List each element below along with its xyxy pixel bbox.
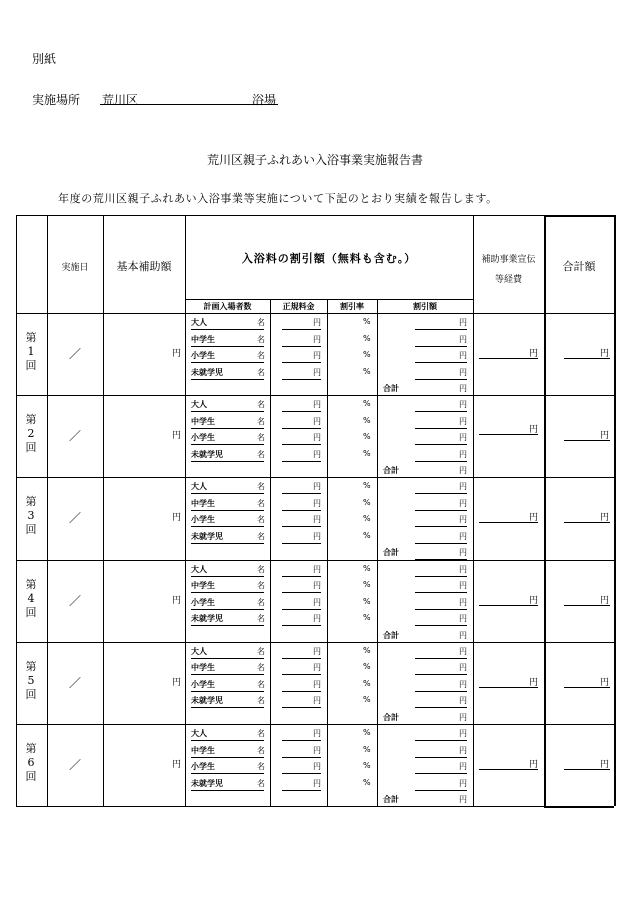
total-underline	[564, 522, 610, 523]
planned-underline	[191, 625, 264, 626]
promo-underline	[479, 434, 538, 435]
sum-label: 合計	[383, 712, 399, 722]
discount-yen: 円	[459, 696, 467, 706]
discount-yen: 円	[459, 351, 467, 360]
planned-underline	[191, 790, 264, 791]
planned-underline	[191, 411, 264, 412]
planned-underline	[191, 428, 264, 429]
category-label: 未就学児	[191, 367, 223, 377]
person-unit: 名	[257, 696, 265, 706]
category-label: 小学生	[191, 762, 215, 771]
fee-yen: 円	[313, 778, 321, 788]
planned-underline	[191, 543, 264, 544]
planned-underline	[191, 592, 264, 593]
discount-underline	[415, 707, 467, 708]
fee-underline	[282, 346, 321, 347]
discount-underline	[415, 329, 467, 330]
header-base-subsidy: 基本補助額	[116, 260, 172, 273]
rate-percent: %	[363, 448, 371, 458]
attachment-label: 別紙	[32, 52, 57, 66]
rate-percent: %	[363, 761, 371, 770]
category-label: 未就学児	[191, 778, 223, 788]
session-label-char: 第	[25, 577, 37, 591]
header-planned: 計画入場者数	[203, 302, 252, 311]
total-left-border	[544, 215, 546, 806]
discount-underline	[415, 757, 467, 758]
fee-yen: 円	[313, 400, 321, 410]
fee-yen: 円	[313, 729, 321, 738]
fee-yen: 円	[313, 482, 321, 492]
person-unit: 名	[257, 581, 265, 591]
discount-yen: 円	[459, 400, 467, 410]
location-ward: 荒川区	[102, 93, 139, 107]
discount-yen: 円	[459, 663, 467, 673]
total-underline	[564, 687, 610, 688]
promo-yen: 円	[529, 425, 539, 436]
category-label: 中学生	[191, 663, 215, 673]
category-label: 中学生	[191, 498, 215, 508]
rate-percent: %	[363, 662, 371, 672]
fee-underline	[282, 510, 321, 511]
col-line-sub-d	[270, 299, 271, 806]
promo-yen: 円	[529, 513, 539, 524]
category-label: 小学生	[191, 351, 215, 360]
category-label: 中学生	[191, 416, 215, 426]
sum-label: 合計	[383, 795, 399, 804]
category-label: 大人	[191, 318, 207, 327]
planned-underline	[191, 658, 264, 659]
person-unit: 名	[257, 762, 265, 771]
table-top-border	[16, 215, 614, 216]
promo-underline	[479, 522, 538, 523]
session-label-char: 第	[25, 495, 37, 509]
fee-underline	[282, 543, 321, 544]
discount-underline	[415, 379, 467, 380]
sum-label: 合計	[383, 548, 399, 558]
discount-underline	[415, 510, 467, 511]
rate-percent: %	[363, 317, 371, 326]
fee-underline	[282, 790, 321, 791]
total-underline	[564, 440, 610, 441]
base-yen: 円	[171, 349, 181, 359]
base-yen: 円	[171, 595, 181, 606]
discount-yen: 円	[459, 778, 467, 788]
person-unit: 名	[257, 745, 265, 755]
discount-yen: 円	[459, 318, 467, 327]
location-label: 実施場所	[32, 93, 81, 107]
planned-underline	[191, 576, 264, 577]
person-unit: 名	[257, 400, 265, 410]
person-unit: 名	[257, 679, 265, 689]
person-unit: 名	[257, 318, 265, 327]
discount-underline	[415, 526, 467, 527]
fee-yen: 円	[313, 531, 321, 541]
promo-yen: 円	[529, 677, 539, 688]
planned-underline	[191, 493, 264, 494]
discount-underline	[415, 346, 467, 347]
category-label: 大人	[191, 729, 207, 738]
total-underline	[564, 605, 610, 606]
person-unit: 名	[257, 778, 265, 788]
discount-yen: 円	[459, 531, 467, 541]
person-unit: 名	[257, 351, 265, 360]
category-label: 小学生	[191, 597, 215, 607]
discount-underline	[415, 625, 467, 626]
planned-underline	[191, 609, 264, 610]
planned-underline	[191, 346, 264, 347]
total-yen: 円	[600, 349, 610, 359]
fee-yen: 円	[313, 762, 321, 771]
total-underline	[564, 358, 610, 359]
promo-underline	[479, 687, 538, 688]
fee-yen: 円	[313, 564, 321, 574]
header-total: 合計額	[562, 260, 596, 273]
session-label-char: 回	[25, 359, 37, 372]
base-yen: 円	[171, 513, 181, 524]
col-line-sub-f	[377, 299, 378, 806]
discount-yen: 円	[459, 449, 467, 459]
base-yen: 円	[171, 677, 181, 688]
planned-underline	[191, 329, 264, 330]
planned-underline	[191, 773, 264, 774]
date-slash: ／	[68, 675, 81, 690]
discount-yen: 円	[459, 433, 467, 443]
discount-underline	[415, 790, 467, 791]
person-unit: 名	[257, 564, 265, 574]
rate-percent: %	[363, 645, 371, 655]
sum-underline	[415, 806, 467, 807]
discount-underline	[415, 428, 467, 429]
total-yen: 円	[600, 513, 610, 524]
rate-percent: %	[363, 333, 371, 343]
person-unit: 名	[257, 449, 265, 459]
discount-yen: 円	[459, 482, 467, 492]
discount-underline	[415, 609, 467, 610]
discount-yen: 円	[459, 762, 467, 771]
session-label-char: 3	[27, 509, 35, 523]
fee-underline	[282, 329, 321, 330]
rate-percent: %	[363, 415, 371, 425]
base-yen: 円	[171, 760, 181, 770]
person-unit: 名	[257, 597, 265, 607]
person-unit: 名	[257, 614, 265, 624]
planned-underline	[191, 674, 264, 675]
rate-percent: %	[363, 728, 371, 737]
discount-underline	[415, 740, 467, 741]
sum-label: 合計	[383, 384, 399, 393]
date-slash: ／	[68, 758, 81, 772]
discount-yen: 円	[459, 416, 467, 426]
sum-yen: 円	[459, 712, 467, 722]
session-label-char: 第	[25, 742, 37, 755]
total-underline	[564, 769, 610, 770]
category-label: 大人	[191, 564, 207, 574]
session-label-char: 回	[25, 687, 37, 701]
sum-label: 合計	[383, 466, 399, 476]
fee-yen: 円	[313, 745, 321, 755]
rate-percent: %	[363, 744, 371, 754]
fee-underline	[282, 444, 321, 445]
discount-underline	[415, 411, 467, 412]
session-label-char: 第	[25, 331, 37, 344]
promo-underline	[479, 358, 538, 359]
discount-yen: 円	[459, 498, 467, 508]
promo-underline	[479, 769, 538, 770]
rate-percent: %	[363, 530, 371, 540]
location-underline	[100, 104, 278, 105]
session-label-char: 6	[27, 756, 35, 769]
sum-yen: 円	[459, 630, 467, 640]
fee-underline	[282, 362, 321, 363]
planned-underline	[191, 444, 264, 445]
promo-underline	[479, 605, 538, 606]
discount-yen: 円	[459, 564, 467, 574]
rate-percent: %	[363, 777, 371, 787]
planned-underline	[191, 362, 264, 363]
fee-yen: 円	[313, 334, 321, 344]
fee-yen: 円	[313, 449, 321, 459]
person-unit: 名	[257, 515, 265, 525]
col-line-promo	[473, 215, 474, 806]
fee-underline	[282, 691, 321, 692]
discount-underline	[415, 592, 467, 593]
session-label-char: 4	[27, 591, 35, 605]
category-label: 小学生	[191, 679, 215, 689]
person-unit: 名	[257, 482, 265, 492]
row-divider	[16, 724, 614, 725]
session-label-char: 回	[25, 441, 37, 455]
rate-percent: %	[363, 481, 371, 491]
rate-percent: %	[363, 563, 371, 573]
promo-yen: 円	[529, 595, 539, 606]
row-divider	[16, 642, 614, 643]
session-label-char: 第	[25, 413, 37, 427]
rate-percent: %	[363, 613, 371, 623]
date-slash: ／	[68, 347, 81, 361]
discount-yen: 円	[459, 597, 467, 607]
planned-underline	[191, 707, 264, 708]
fee-underline	[282, 411, 321, 412]
sum-yen: 円	[459, 795, 467, 804]
discount-yen: 円	[459, 367, 467, 377]
category-label: 未就学児	[191, 449, 223, 459]
discount-underline	[415, 444, 467, 445]
category-label: 小学生	[191, 515, 215, 525]
session-label-char: 5	[27, 673, 35, 687]
fee-underline	[282, 658, 321, 659]
total-top-border	[544, 215, 614, 217]
fee-yen: 円	[313, 663, 321, 673]
person-unit: 名	[257, 367, 265, 377]
fee-underline	[282, 625, 321, 626]
fee-yen: 円	[313, 515, 321, 525]
person-unit: 名	[257, 531, 265, 541]
discount-yen: 円	[459, 334, 467, 344]
planned-underline	[191, 461, 264, 462]
rate-percent: %	[363, 695, 371, 705]
discount-underline	[415, 658, 467, 659]
rate-percent: %	[363, 399, 371, 409]
fee-underline	[282, 592, 321, 593]
rate-percent: %	[363, 596, 371, 606]
discount-underline	[415, 362, 467, 363]
rate-percent: %	[363, 580, 371, 590]
discount-underline	[415, 674, 467, 675]
total-yen: 円	[600, 677, 610, 688]
planned-underline	[191, 740, 264, 741]
fee-underline	[282, 707, 321, 708]
rate-percent: %	[363, 350, 371, 359]
person-unit: 名	[257, 416, 265, 426]
planned-underline	[191, 526, 264, 527]
discount-yen: 円	[459, 646, 467, 656]
total-bottom-border	[544, 806, 614, 808]
planned-underline	[191, 757, 264, 758]
fee-underline	[282, 576, 321, 577]
header-discount: 入浴料の割引額（無料も含む。）	[241, 252, 417, 265]
row-divider	[16, 395, 614, 396]
discount-yen: 円	[459, 729, 467, 738]
fee-underline	[282, 740, 321, 741]
fee-yen: 円	[313, 597, 321, 607]
discount-yen: 円	[459, 614, 467, 624]
date-slash: ／	[68, 593, 81, 608]
category-label: 大人	[191, 400, 207, 410]
person-unit: 名	[257, 729, 265, 738]
rate-percent: %	[363, 432, 371, 442]
discount-yen: 円	[459, 515, 467, 525]
discount-yen: 円	[459, 745, 467, 755]
header-promo: 補助事業宣伝等経費	[481, 255, 536, 285]
rate-percent: %	[363, 514, 371, 524]
col-line-sub-e	[327, 299, 328, 806]
person-unit: 名	[257, 646, 265, 656]
category-label: 大人	[191, 482, 207, 492]
session-label-char: 回	[25, 605, 37, 619]
header-bottom-line	[16, 313, 614, 314]
session-label-char: 1	[27, 345, 35, 358]
fee-yen: 円	[313, 679, 321, 689]
subheader-line	[185, 299, 473, 300]
session-label-char: 回	[25, 770, 37, 783]
fee-yen: 円	[313, 416, 321, 426]
sum-yen: 円	[459, 466, 467, 476]
rate-percent: %	[363, 497, 371, 507]
sum-yen: 円	[459, 384, 467, 393]
person-unit: 名	[257, 334, 265, 344]
fee-underline	[282, 674, 321, 675]
person-unit: 名	[257, 663, 265, 673]
session-label-char: 2	[27, 427, 35, 441]
table-bottom-border	[16, 806, 614, 807]
category-label: 中学生	[191, 334, 215, 344]
fee-yen: 円	[313, 433, 321, 443]
category-label: 未就学児	[191, 696, 223, 706]
person-unit: 名	[257, 433, 265, 443]
table-left-border	[16, 215, 17, 806]
total-yen: 円	[600, 760, 610, 770]
discount-underline	[415, 493, 467, 494]
total-yen: 円	[600, 431, 610, 442]
category-label: 未就学児	[191, 614, 223, 624]
person-unit: 名	[257, 498, 265, 508]
fee-yen: 円	[313, 351, 321, 360]
discount-underline	[415, 543, 467, 544]
fee-yen: 円	[313, 646, 321, 656]
fee-underline	[282, 609, 321, 610]
row-divider	[16, 477, 614, 478]
rate-percent: %	[363, 678, 371, 688]
total-yen: 円	[600, 595, 610, 606]
session-label-char: 第	[25, 659, 37, 673]
page-title: 荒川区親子ふれあい入浴事業実施報告書	[206, 153, 423, 167]
location-bath: 浴場	[252, 93, 277, 107]
rate-percent: %	[363, 366, 371, 376]
sum-yen: 円	[459, 548, 467, 558]
session-label-char: 回	[25, 523, 37, 537]
discount-underline	[415, 461, 467, 462]
category-label: 大人	[191, 646, 207, 656]
col-line-base	[103, 215, 104, 806]
category-label: 中学生	[191, 581, 215, 591]
header-discount-amount: 割引額	[413, 302, 437, 311]
discount-underline	[415, 691, 467, 692]
fee-yen: 円	[313, 367, 321, 377]
promo-yen: 円	[529, 760, 539, 770]
planned-underline	[191, 379, 264, 380]
fee-underline	[282, 493, 321, 494]
date-slash: ／	[68, 429, 81, 444]
fee-underline	[282, 757, 321, 758]
fee-underline	[282, 379, 321, 380]
planned-underline	[191, 691, 264, 692]
discount-underline	[415, 773, 467, 774]
row-divider	[16, 560, 614, 561]
header-rate: 割引率	[340, 302, 364, 311]
total-right-border	[614, 215, 616, 806]
planned-underline	[191, 510, 264, 511]
header-date: 実施日	[61, 263, 89, 273]
sum-label: 合計	[383, 630, 399, 640]
category-label: 中学生	[191, 745, 215, 755]
category-label: 小学生	[191, 433, 215, 443]
fee-underline	[282, 428, 321, 429]
discount-underline	[415, 576, 467, 577]
date-slash: ／	[68, 511, 81, 526]
promo-yen: 円	[529, 349, 539, 359]
fee-underline	[282, 461, 321, 462]
fee-yen: 円	[313, 696, 321, 706]
fee-underline	[282, 526, 321, 527]
fee-yen: 円	[313, 581, 321, 591]
fee-yen: 円	[313, 614, 321, 624]
fee-yen: 円	[313, 318, 321, 327]
discount-yen: 円	[459, 581, 467, 591]
discount-yen: 円	[459, 679, 467, 689]
category-label: 未就学児	[191, 531, 223, 541]
header-regular-fee: 正規料金	[282, 302, 315, 311]
base-yen: 円	[171, 431, 181, 442]
intro-text: 年度の荒川区親子ふれあい入浴事業等実施について下記のとおり実績を報告します。	[58, 192, 498, 205]
fee-yen: 円	[313, 498, 321, 508]
fee-underline	[282, 773, 321, 774]
